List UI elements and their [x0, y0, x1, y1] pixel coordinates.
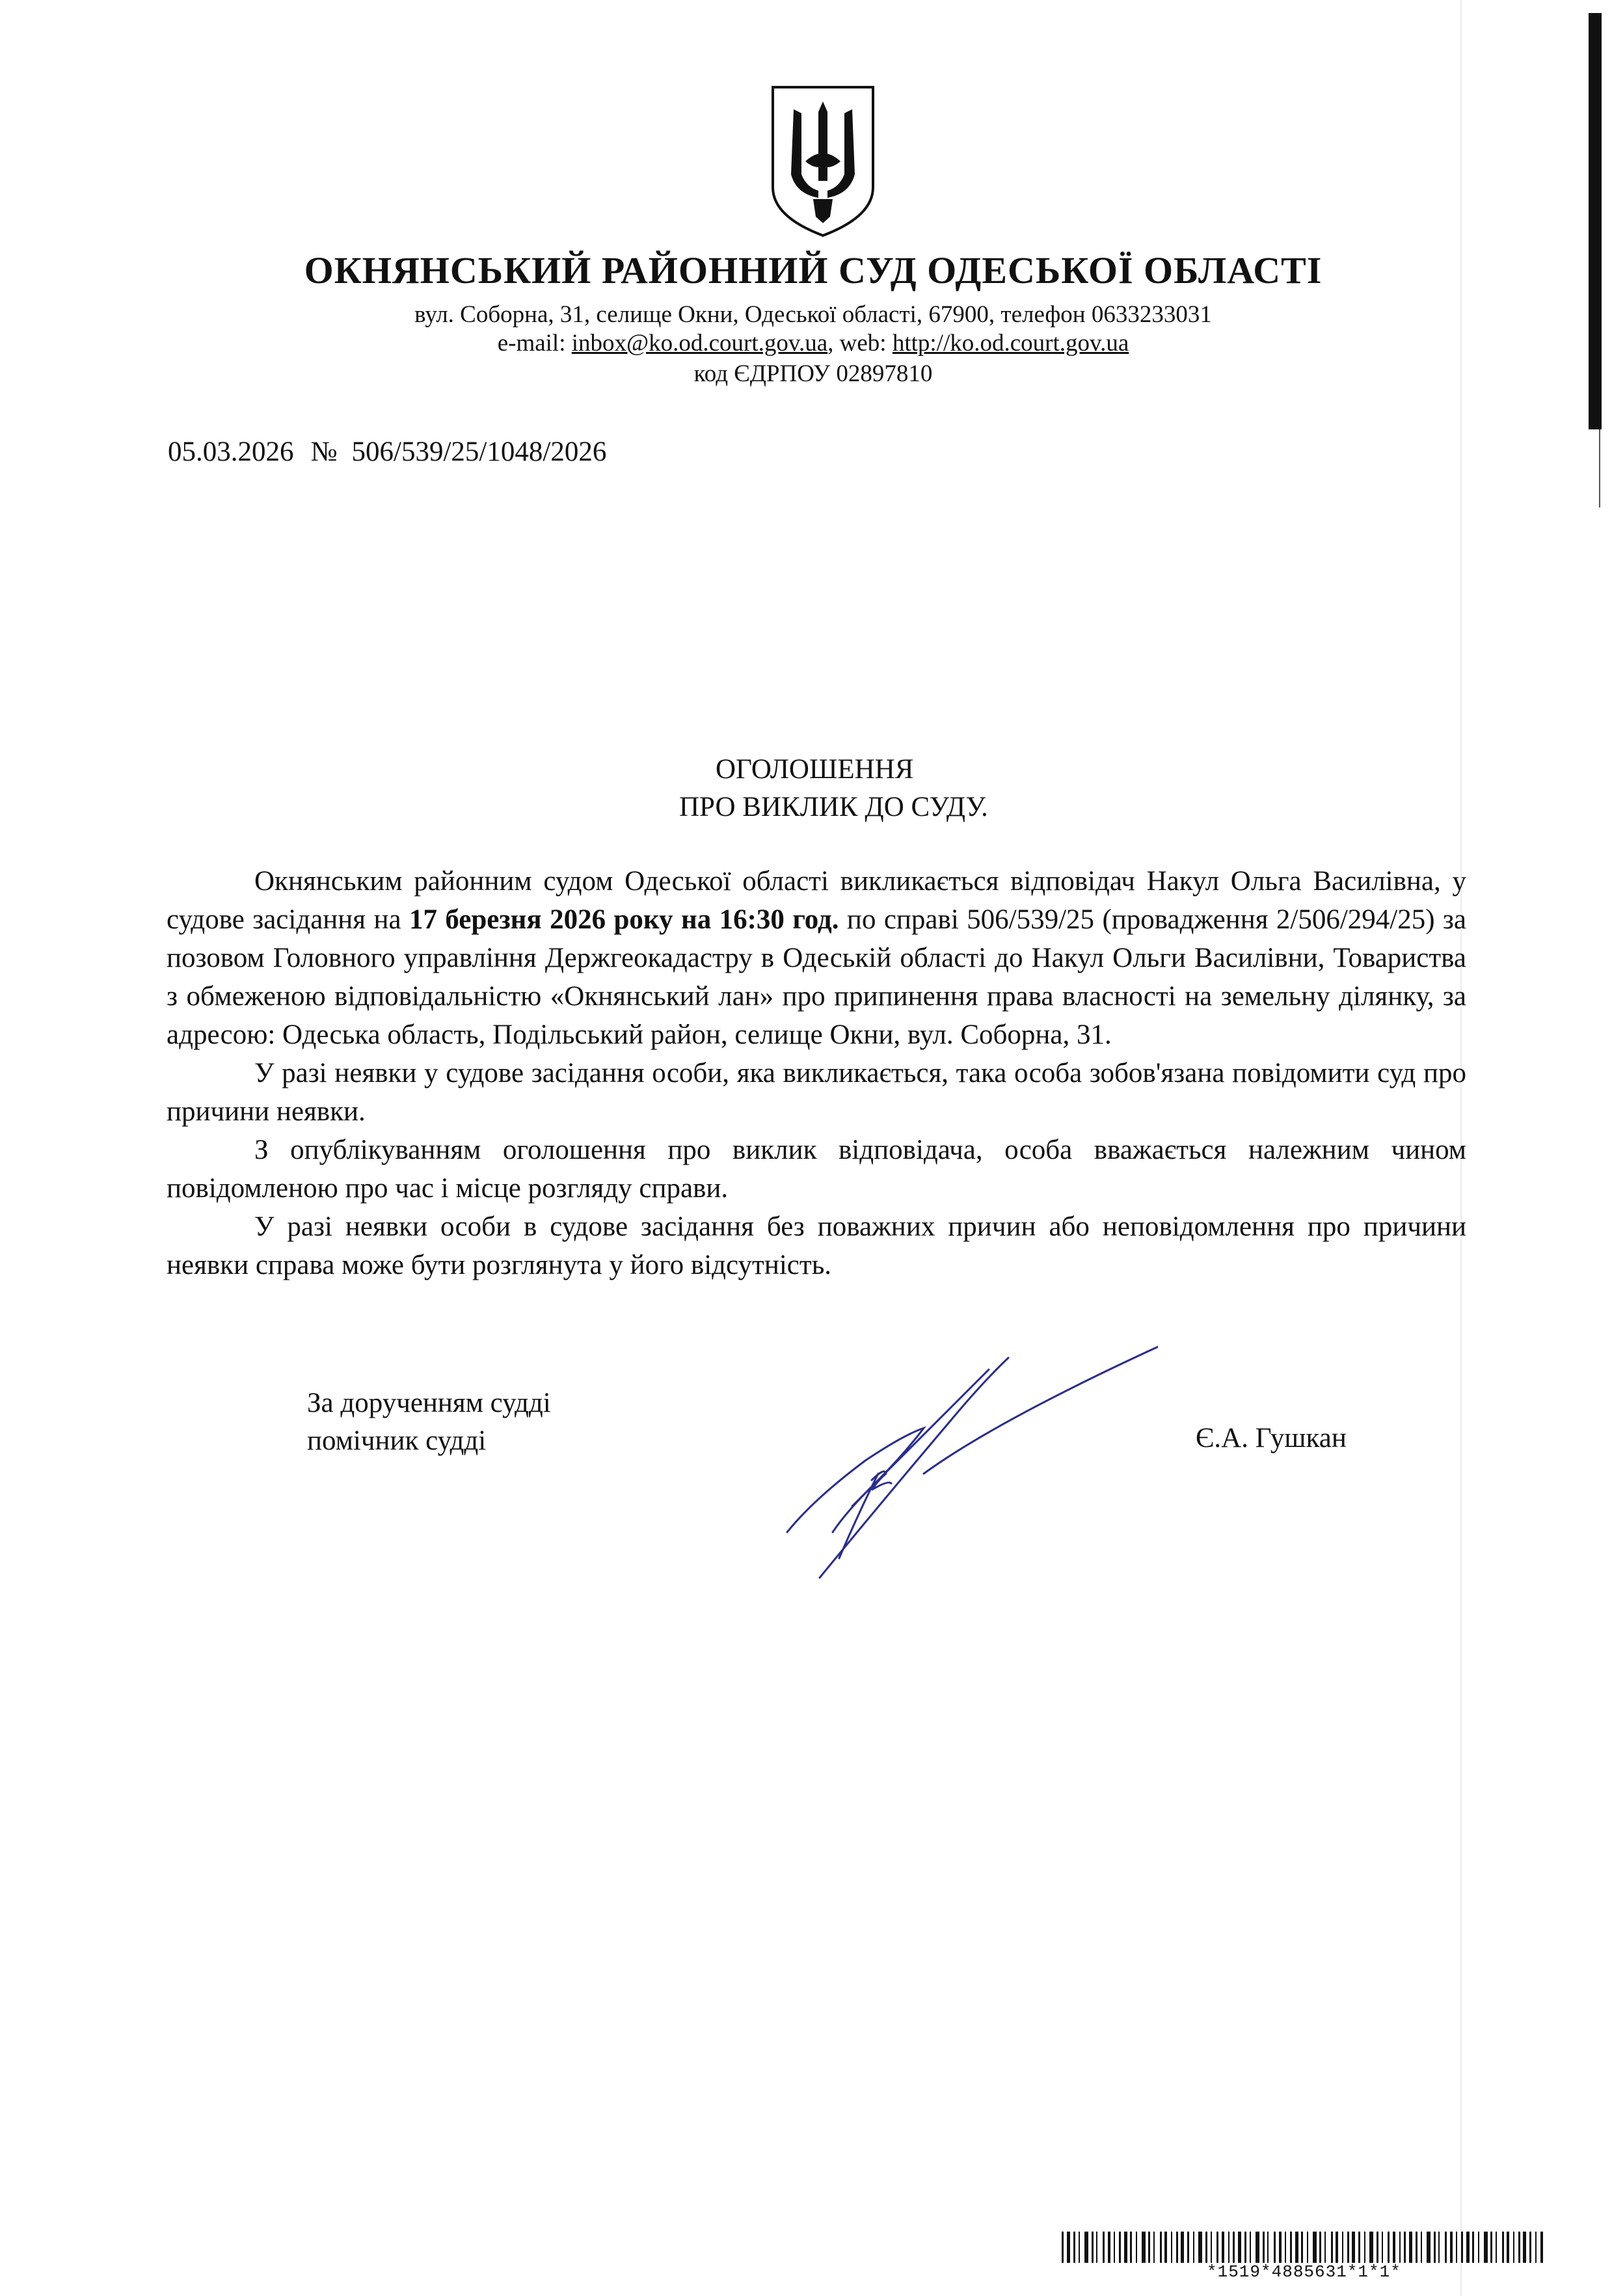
paragraph-publication: З опублікуванням оголошення про виклик відповідача, особа вважається належним чином повідомленою про час і місце розгляду справи. — [167, 1135, 1466, 1204]
court-address: вул. Соборна, 31, селище Окни, Одеської області, 67900, телефон 0633233031 — [414, 301, 1212, 328]
signatory-role: За дорученням судді помічник судді — [307, 1388, 551, 1456]
coat-of-arms-icon — [768, 83, 878, 239]
edrpou-code: код ЄДРПОУ 02897810 — [693, 360, 933, 387]
scan-edge-mark — [1599, 429, 1600, 507]
reference-date: 05.03.2026 — [168, 437, 294, 467]
reference-number: 506/539/25/1048/2026 — [351, 437, 607, 467]
notice-subtitle: ПРО ВИКЛИК ДО СУДУ. — [679, 792, 988, 822]
web-link[interactable]: http://ko.od.court.gov.ua — [892, 330, 1129, 357]
handwritten-signature — [774, 1344, 1158, 1604]
court-contacts — [195, 329, 1431, 357]
number-sign: № — [310, 437, 338, 467]
scan-edge-bar — [1589, 13, 1602, 429]
paragraph-consequences: У разі неявки особи в судове засідання без поважних причин або неповідомлення про причини неявки справа може бути розглянута у його відсутність. — [167, 1211, 1466, 1280]
notice-body — [167, 862, 1466, 1284]
signatory-name: Є.А. Гушкан — [1196, 1423, 1347, 1453]
barcode — [1062, 2232, 1543, 2263]
hearing-datetime: 17 березня 2026 року на 16:30 год. — [409, 904, 839, 935]
court-name: ОКНЯНСЬКИЙ РАЙОННИЙ СУД ОДЕСЬКОЇ ОБЛАСТІ — [304, 249, 1323, 291]
barcode-number: *1519*4885631*1*1* — [1207, 2262, 1401, 2282]
email-link[interactable]: inbox@ko.od.court.gov.ua — [571, 330, 828, 357]
paragraph-summons: Окнянським районним судом Одеської області викликається відповідач Накул Ольга Василівна, у судове засідання на 17 березня 2026 року на 16:30 год. по справі 506/539/25 (провадження 2/506/294/25) за позовом Головного управління Держгеокадастру в Одеській області до Накул Ольги Василівни, Товариства з обмеженою відповідальністю «Окнянський лан» про припинення права власності на земельну ділянку, за адресою: Одеська область, Подільський район, селище Окни, вул. Соборна, 31. — [167, 866, 1467, 1050]
paragraph-absence-duty: У разі неявки у судове засідання особи, яка викликається, така особа зобов'язана повідомити суд про причини неявки. — [167, 1058, 1466, 1127]
document-reference — [168, 436, 606, 468]
email-label: e-mail: — [497, 330, 572, 357]
web-label: , web: — [827, 330, 893, 357]
notice-title: ОГОЛОШЕННЯ — [716, 754, 914, 785]
